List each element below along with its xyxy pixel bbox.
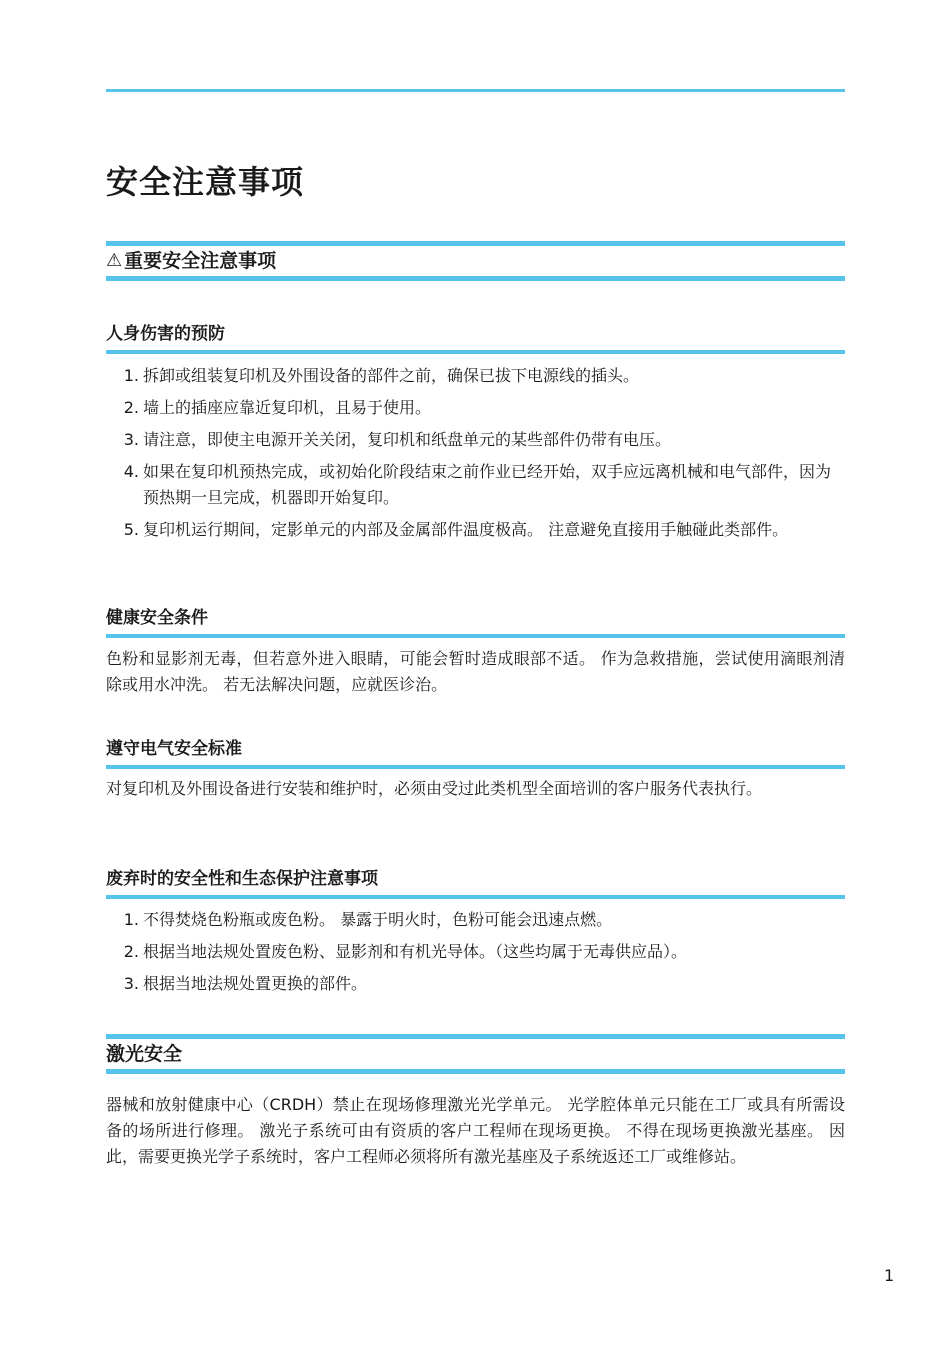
electrical-rule [106, 765, 845, 769]
page-title: 安全注意事项 [106, 163, 305, 201]
page-number: 1 [884, 1266, 895, 1285]
list-item [106, 517, 845, 543]
list-number: 3. [123, 430, 139, 449]
list-number: 1. [123, 366, 139, 385]
warning-triangle-icon: ⚠ [106, 250, 123, 271]
important-safety-band [106, 241, 845, 281]
health-text: 色粉和显影剂无毒，但若意外进入眼睛，可能会暂时造成眼部不适。 作为急救措施，尝试使用滴眼剂清除或用水冲洗。 若无法解决问题，应就医诊治。 [106, 649, 845, 694]
list-text: 根据当地法规处置废色粉、显影剂和有机光导体。（这些均属于无毒供应品）。 [143, 942, 688, 961]
band-bottom-bar [106, 276, 845, 281]
list-item [106, 939, 845, 965]
disposal-title: 废弃时的安全性和生态保护注意事项 [106, 869, 378, 889]
list-item [106, 363, 845, 389]
injury-list [106, 363, 845, 549]
electrical-text: 对复印机及外围设备进行安装和维护时，必须由受过此类机型全面培训的客户服务代表执行。 [106, 779, 763, 798]
list-text: 根据当地法规处置更换的部件。 [143, 974, 368, 993]
list-item [106, 907, 845, 933]
disposal-list [106, 907, 845, 1003]
list-number: 2. [123, 942, 139, 961]
important-safety-heading [106, 246, 845, 276]
list-text: 不得焚烧色粉瓶或废色粉。 暴露于明火时，色粉可能会迅速点燃。 [143, 910, 613, 929]
disposal-rule [106, 895, 845, 899]
band-bottom-bar [106, 1069, 845, 1074]
list-number: 3. [123, 974, 139, 993]
list-number: 1. [123, 910, 139, 929]
injury-title: 人身伤害的预防 [106, 324, 225, 344]
injury-section-heading [106, 322, 845, 354]
list-text: 复印机运行期间，定影单元的内部及金属部件温度极高。 注意避免直接用手触碰此类部件。 [143, 520, 789, 539]
list-number: 4. [123, 462, 139, 481]
list-text: 请注意，即使主电源开关关闭，复印机和纸盘单元的某些部件仍带有电压。 [143, 430, 672, 449]
important-safety-title: 重要安全注意事项 [124, 250, 277, 272]
health-section-heading [106, 606, 845, 638]
laser-safety-title: 激光安全 [106, 1043, 183, 1065]
list-text: 墙上的插座应靠近复印机，且易于使用。 [143, 398, 432, 417]
laser-safety-band [106, 1034, 845, 1074]
laser-text: 器械和放射健康中心（CRDH）禁止在现场修理激光光学单元。 光学腔体单元只能在工厂或具有所需设备的场所进行修理。 激光子系统可由有资质的客户工程师在现场更换。 不得在现场更换激光基座。 因此，需要更换光学子系统时，客户工程师必须将所有激光基座及子系统返还工厂或维修站。 [106, 1095, 845, 1166]
list-item [106, 971, 845, 997]
disposal-section-heading [106, 867, 845, 899]
list-item [106, 459, 845, 511]
electrical-title: 遵守电气安全标准 [106, 739, 242, 759]
electrical-section-heading [106, 737, 845, 769]
list-item [106, 395, 845, 421]
list-number: 2. [123, 398, 139, 417]
list-text: 拆卸或组装复印机及外围设备的部件之前，确保已拔下电源线的插头。 [143, 366, 640, 385]
injury-rule [106, 350, 845, 354]
list-text: 如果在复印机预热完成，或初始化阶段结束之前作业已经开始，双手应远离机械和电气部件，因为预热期一旦完成，机器即开始复印。 [143, 462, 832, 507]
top-rule [106, 89, 845, 92]
health-title: 健康安全条件 [106, 608, 208, 628]
health-rule [106, 634, 845, 638]
list-number: 5. [123, 520, 139, 539]
list-item [106, 427, 845, 453]
